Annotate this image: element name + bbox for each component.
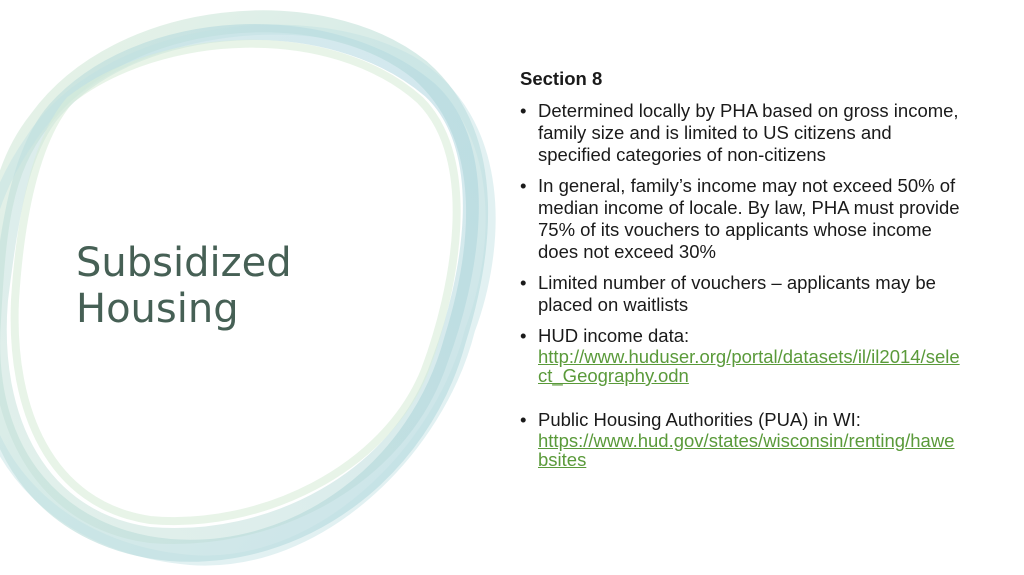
list-item <box>520 409 960 469</box>
title-line-2: Housing <box>76 286 239 332</box>
list-item <box>520 272 960 316</box>
list-item-text: Determined locally by PHA based on gross income, family size and is limited to US citizens and specified categories of non-citizens <box>538 100 959 165</box>
list-item-text: In general, family’s income may not exceed 50% of median income of locale. By law, PHA must provide 75% of its vouchers to applicants whose income does not exceed 30% <box>538 175 960 262</box>
bullet-icon: • <box>520 325 527 346</box>
hud-income-data-link[interactable]: http://www.huduser.org/portal/datasets/il/il2014/select_Geography.odn <box>538 346 960 386</box>
slide-title <box>76 240 406 332</box>
list-item-text: Limited number of vouchers – applicants may be placed on waitlists <box>538 272 936 315</box>
content-body <box>520 68 960 478</box>
list-item <box>520 100 960 166</box>
section-heading: Section 8 <box>520 68 603 89</box>
bullet-icon: • <box>520 409 527 430</box>
bullet-icon: • <box>520 175 527 196</box>
list-item <box>520 325 960 385</box>
list-item <box>520 175 960 263</box>
list-item-text: HUD income data: <box>538 325 690 346</box>
bullet-icon: • <box>520 100 527 121</box>
list-item-text: Public Housing Authorities (PUA) in WI: <box>538 409 861 430</box>
pha-websites-link[interactable]: https://www.hud.gov/states/wisconsin/renting/hawebsites <box>538 430 955 470</box>
bullet-icon: • <box>520 272 527 293</box>
bullet-list <box>520 100 960 469</box>
title-line-1: Subsidized <box>76 240 292 286</box>
